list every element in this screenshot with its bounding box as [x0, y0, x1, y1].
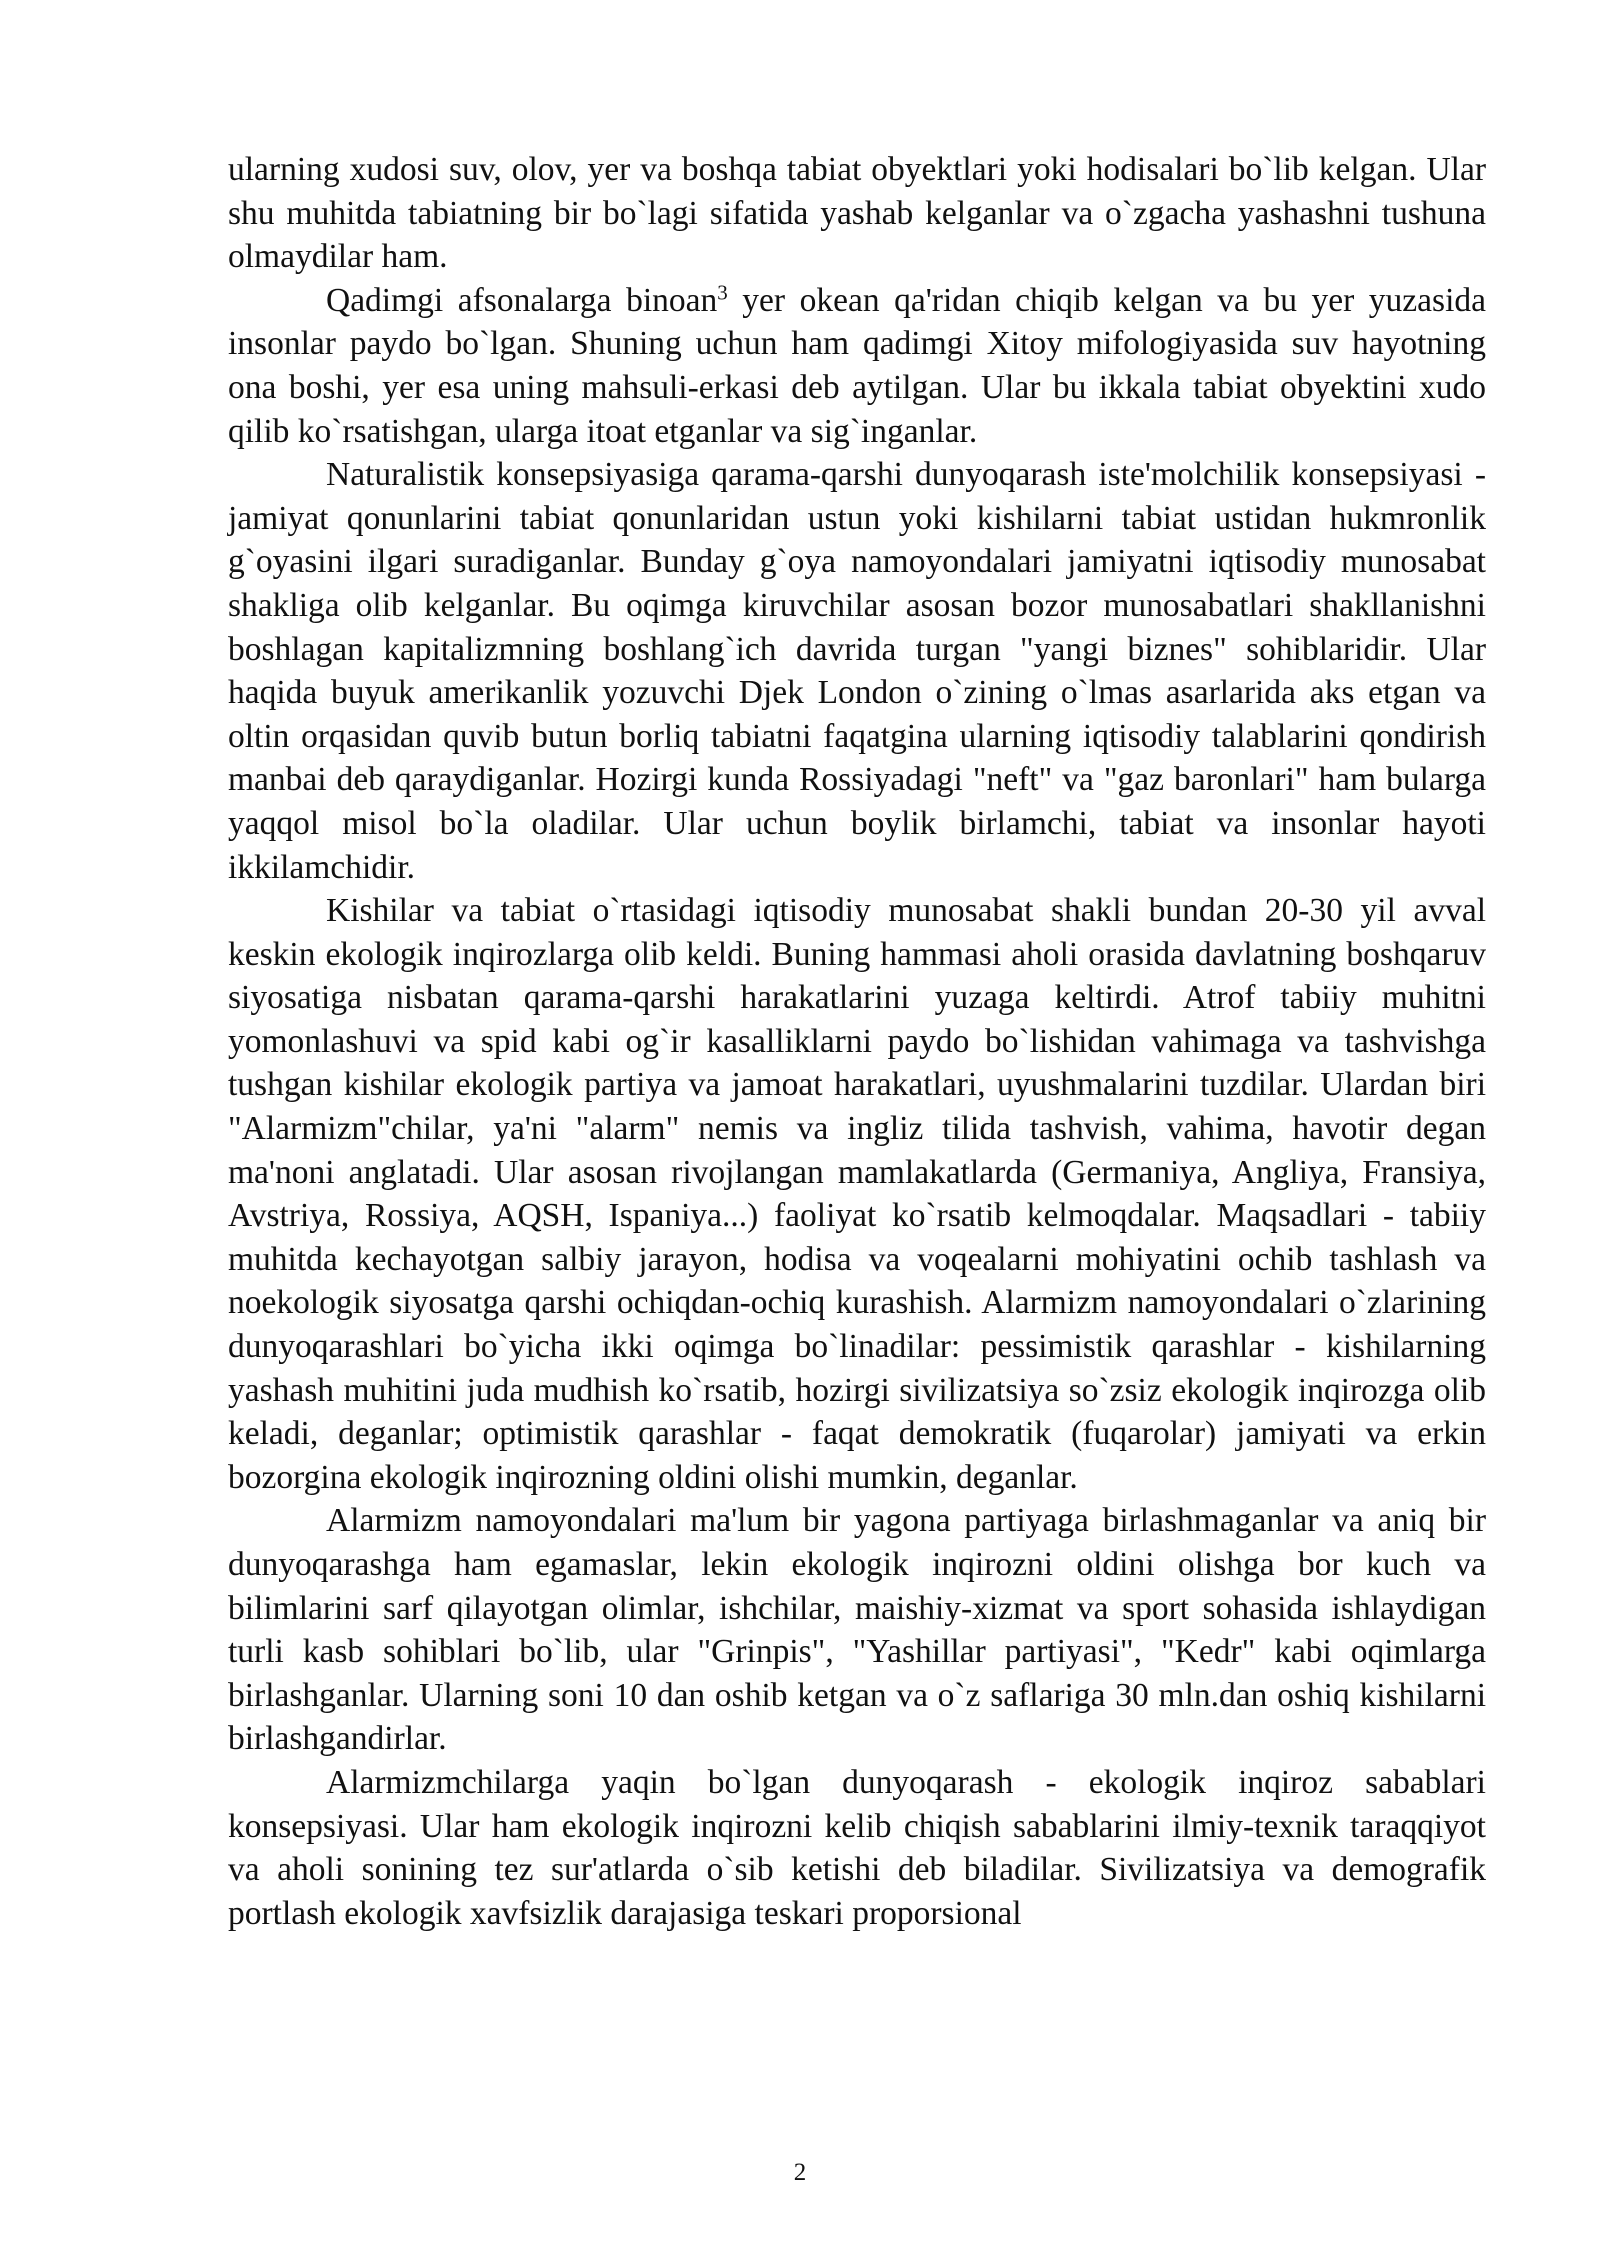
footnote-reference[interactable]: 3 — [717, 280, 728, 305]
paragraph-1: ularning xudosi suv, olov, yer va boshqa tabiat obyektlari yoki hodisalari bo`lib kelgan. Ular shu muhitda tabiatning bir bo`lagi sifatida yashab kelganlar va o`zgacha yashashni tushuna olmaydilar ham. — [228, 151, 1486, 276]
page-number: 2 — [793, 2159, 807, 2186]
paragraph-2-text-before: Qadimgi afsonalarga binoan — [326, 281, 718, 319]
paragraph-3: Naturalistik konsepsiyasiga qarama-qarshi dunyoqarash iste'molchilik konsepsiyasi - jamiyat qonunlarini tabiat qonunlaridan ustun yoki kishilarni tabiat ustidan hukmronlik g`oyasini ilgari suradiganlar. Bunday g`oya namoyondalari jamiyatni iqtisodiy munosabat shakliga olib kelganlar. Bu oqimga kiruvchilar asosan bozor munosabatlari shakllanishni boshlagan kapitalizmning boshlang`ich davrida turgan "yangi biznes" sohiblaridir. Ular haqida buyuk amerikanlik yozuvchi Djek London o`zining o`lmas asarlarida aks etgan va oltin orqasidan quvib butun borliq tabiatni faqatgina ularning iqtisodiy talablarini qondirish manbai deb qaraydiganlar. Hozirgi kunda Rossiyadagi "neft" va "gaz baronlari" ham bularga yaqqol misol bo`la oladilar. Ular uchun boylik birlamchi, tabiat va insonlar hayoti ikkilamchidir. — [228, 456, 1486, 886]
paragraph-4: Kishilar va tabiat o`rtasidagi iqtisodiy munosabat shakli bundan 20-30 yil avval keskin ekologik inqirozlarga olib keldi. Buning hammasi aholi orasida davlatning boshqaruv siyosatiga nisbatan qarama-qarshi harakatlarini yuzaga keltirdi. Atrof tabiiy muhitni yomonlashuvi va spid kabi og`ir kasalliklarni paydo bo`lishidan vahimaga va tashvishga tushgan kishilar ekologik partiya va jamoat harakatlari, uyushmalarini tuzdilar. Ulardan biri "Alarmizm"chilar, ya'ni "alarm" nemis va ingliz tilida tashvish, vahima, havotir degan ma'noni anglatadi. Ular asosan rivojlangan mamlakatlarda (Germaniya, Angliya, Fransiya, Avstriya, Rossiya, AQSH, Ispaniya...) faoliyat ko`rsatib kelmoqdalar. Maqsadlari - tabiiy muhitda kechayotgan salbiy jarayon, hodisa va voqealarni mohiyatini ochib tashlash va noekologik siyosatga qarshi ochiqdan-ochiq kurashish. Alarmizm namoyondalari o`zlarining dunyoqarashlari bo`yicha ikki oqimga bo`linadilar: pessimistik qarashlar - kishilarning yashash muhitini juda mudhish ko`rsatib, hozirgi sivilizatsiya so`zsiz ekologik inqirozga olib keladi, deganlar; optimistik qarashlar - faqat demokratik (fuqarolar) jamiyati va erkin bozorgina ekologik inqirozning oldini olishi mumkin, deganlar. — [228, 892, 1486, 1496]
paragraph-5: Alarmizm namoyondalari ma'lum bir yagona partiyaga birlashmaganlar va aniq bir dunyoqarashga ham egamaslar, lekin ekologik inqirozni oldini olishga bor kuch va bilimlarini sarf qilayotgan olimlar, ishchilar, maishiy-xizmat va sport sohasida ishlaydigan turli kasb sohiblari bo`lib, ular "Grinpis", "Yashillar partiyasi", "Kedr" kabi oqimlarga birlashganlar. Ularning soni 10 dan oshib ketgan va o`z saflariga 30 mln.dan oshiq kishilarni birlashgandirlar. — [228, 1502, 1486, 1758]
paragraph-6: Alarmizmchilarga yaqin bo`lgan dunyoqarash - ekologik inqiroz sabablari konsepsiyasi. Ular ham ekologik inqirozni kelib chiqish sabablarini ilmiy-texnik taraqqiyot va aholi sonining tez sur'atlarda o`sib ketishi deb biladilar. Sivilizatsiya va demografik portlash ekologik xavfsizlik darajasiga teskari proporsional — [228, 1763, 1486, 1932]
paragraph-2 — [228, 279, 1486, 453]
paragraph-2-text-after: yer okean qa'ridan chiqib kelgan va bu yer yuzasida insonlar paydo bo`lgan. Shuning uchun ham qadimgi Xitoy mifologiyasida suv hayotning ona boshi, yer esa uning mahsuli-erkasi deb aytilgan. Ular bu ikkala tabiat obyektini xudo qilib ko`rsatishgan, ularga itoat etganlar va sig`inganlar. — [228, 281, 1486, 450]
document-body — [228, 148, 1486, 1935]
